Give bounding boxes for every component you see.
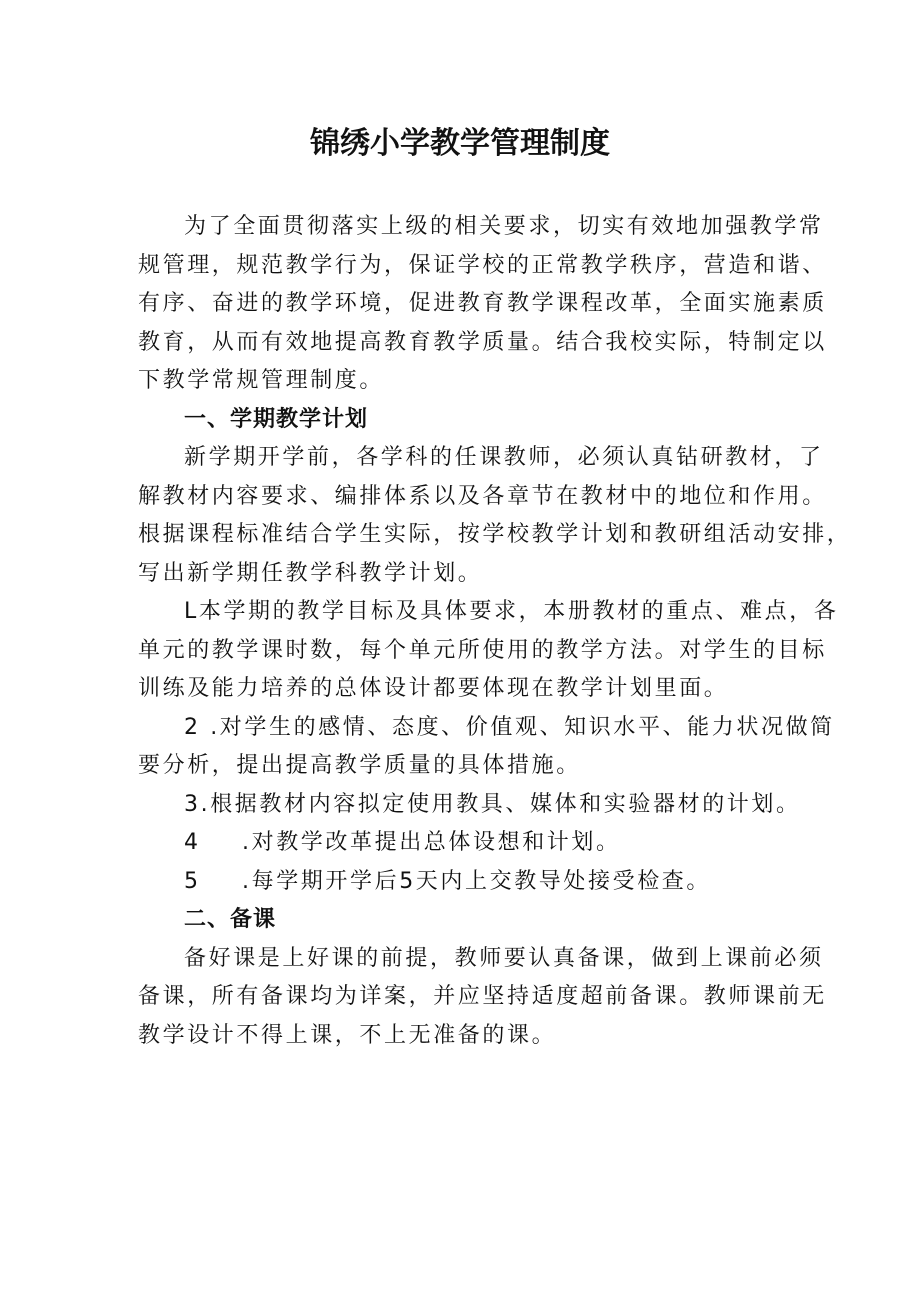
paragraph-line: 教学设计不得上课，不上无准备的课。 xyxy=(138,1022,557,1048)
list-item-line: 2 .对学生的感情、态度、价值观、知识水平、能力状况做简 xyxy=(184,714,835,740)
section-heading-prep: 二、备课 xyxy=(184,907,277,932)
intro-line: 为了全面贯彻落实上级的相关要求，切实有效地加强教学常 xyxy=(184,214,824,239)
list-number: 4 xyxy=(184,830,201,855)
list-item-text: .对教学改革提出总体设想和计划。 xyxy=(242,830,621,855)
list-item-line: L本学期的教学目标及具体要求，本册教材的重点、难点，各 xyxy=(184,599,839,624)
section-heading-plan: 一、学期教学计划 xyxy=(184,406,369,432)
list-item-line: 要分析，提出提高教学质量的具体措施。 xyxy=(138,753,581,778)
paragraph-line: 根据课程标准结合学生实际，按学校教学计划和教研组活动安排， xyxy=(138,522,852,547)
intro-line: 教育，从而有效地提高教育教学质量。结合我校实际，特制定以 xyxy=(138,329,827,355)
list-item-5 xyxy=(138,863,798,902)
paragraph-line: 解教材内容要求、编排体系以及各章节在教材中的地位和作用。 xyxy=(138,483,827,509)
intro-line: 下教学常规管理制度。 xyxy=(138,368,385,393)
list-item-3 xyxy=(138,786,801,825)
list-item-line: 训练及能力培养的总体设计都要体现在教学计划里面。 xyxy=(138,676,729,701)
paragraph-line: 新学期开学前，各学科的任课教师，必须认真钻研教材，了 xyxy=(184,445,824,470)
list-item-4 xyxy=(138,824,798,863)
paragraph-line: 写出新学期任教学科教学计划。 xyxy=(138,560,483,586)
intro-line: 有序、奋进的教学环境，促进教育教学课程改革，全面实施素质 xyxy=(138,291,827,316)
intro-line: 规管理，规范教学行为，保证学校的正常教学秩序，营造和谐、 xyxy=(138,252,827,278)
list-number: 5 xyxy=(184,868,201,894)
document-body xyxy=(138,208,852,1055)
document-title: 锦绣小学教学管理制度 xyxy=(310,126,610,161)
list-item-text: .根据教材内容拟定使用教具、媒体和实验器材的计划。 xyxy=(200,791,801,817)
paragraph-line: 备好课是上好课的前提，教师要认真备课，做到上课前必须 xyxy=(184,945,824,971)
list-item-line: 单元的教学课时数，每个单元所使用的教学方法。对学生的目标 xyxy=(138,637,827,663)
paragraph-line: 备课，所有备课均为详案，并应坚持适度超前备课。教师课前无 xyxy=(138,984,827,1009)
list-number: 3 xyxy=(184,791,201,817)
list-item-text: .每学期开学后5天内上交教导处接受检查。 xyxy=(242,868,711,894)
